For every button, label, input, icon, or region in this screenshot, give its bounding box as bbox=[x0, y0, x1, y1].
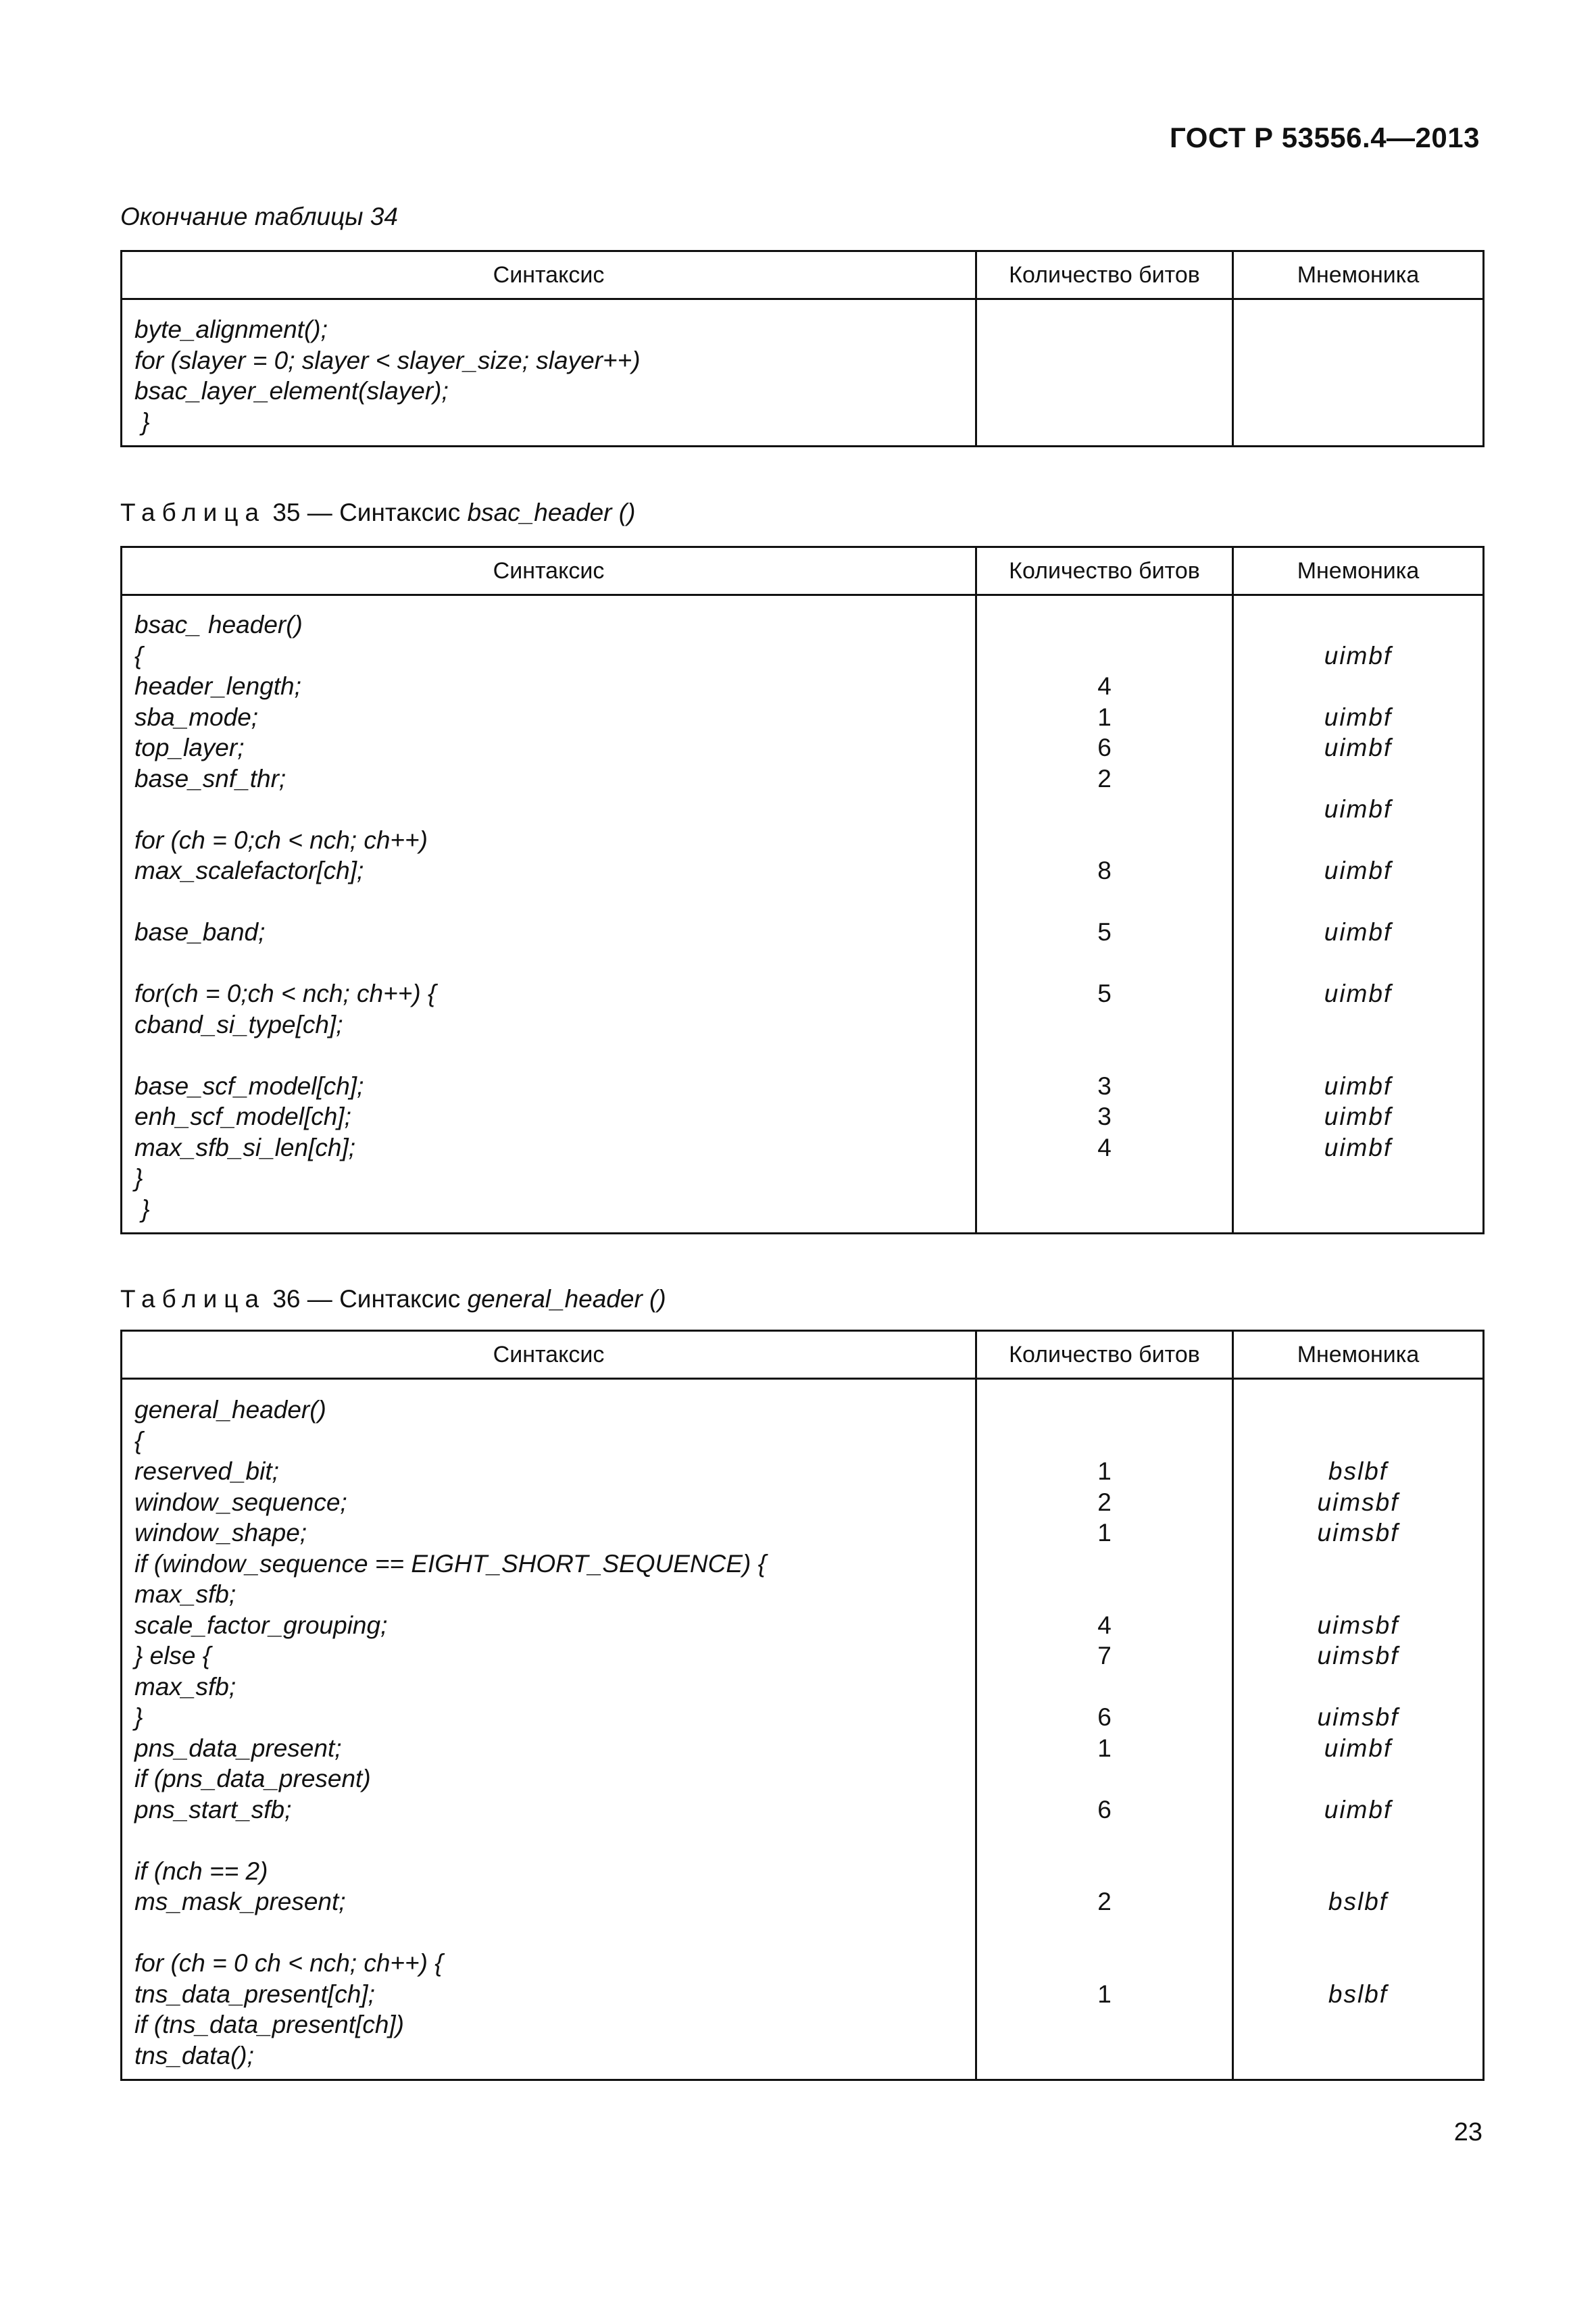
bits-value: 5 bbox=[1097, 980, 1112, 1007]
mnemonic-value: uimbf bbox=[1324, 795, 1393, 823]
bits-cell bbox=[976, 600, 1233, 1234]
mnemonic-value: bslbf bbox=[1328, 1888, 1389, 1915]
syntax-line: pns_start_sfb; bbox=[134, 1795, 292, 1823]
syntax-line: top_layer; bbox=[134, 734, 245, 761]
caption-label: Таблица bbox=[120, 499, 266, 526]
bits-value bbox=[977, 1579, 1232, 1610]
mnemonic-value bbox=[1234, 1194, 1482, 1225]
bits-value: 2 bbox=[1097, 1888, 1112, 1915]
bits-value bbox=[977, 1163, 1232, 1194]
syntax-line: bsac_layer_element(slayer); bbox=[134, 377, 449, 405]
bits-value bbox=[977, 948, 1232, 979]
syntax-line: bsac_ header() bbox=[134, 611, 303, 638]
syntax-cell bbox=[122, 304, 976, 447]
mnemonic-value bbox=[1234, 948, 1482, 979]
bits-value: 1 bbox=[1097, 1980, 1112, 2008]
mnemonic-value bbox=[1234, 2009, 1482, 2040]
syntax-line: { bbox=[134, 1426, 143, 1455]
syntax-line: if (window_sequence == EIGHT_SHORT_SEQUENCE) { bbox=[134, 1549, 766, 1578]
syntax-line: } else { bbox=[134, 1642, 211, 1669]
caption-name: general_header () bbox=[467, 1285, 666, 1313]
mnemonic-value: bslbf bbox=[1328, 1980, 1389, 2008]
syntax-line: max_sfb; bbox=[134, 1672, 236, 1701]
bits-value: 1 bbox=[1097, 1734, 1112, 1762]
mnemonic-value bbox=[1234, 1549, 1482, 1580]
syntax-line: tns_data(); bbox=[134, 2041, 254, 2069]
table-34-caption: Окончание таблицы 34 bbox=[120, 203, 398, 230]
mnemonic-value: uimsbf bbox=[1317, 1611, 1399, 1639]
bits-value bbox=[977, 1763, 1232, 1794]
bits-value bbox=[977, 1394, 1232, 1426]
syntax-line: if (nch == 2) bbox=[134, 1857, 268, 1885]
syntax-line bbox=[122, 1917, 975, 1948]
caption-text: 36 — Синтаксис bbox=[266, 1285, 468, 1313]
bits-value bbox=[977, 886, 1232, 917]
mnemonic-value: uimbf bbox=[1324, 641, 1393, 670]
column-header-syntax: Синтаксис bbox=[122, 547, 976, 595]
syntax-line: reserved_bit; bbox=[134, 1457, 279, 1485]
bits-value bbox=[977, 1825, 1232, 1856]
bits-value bbox=[977, 825, 1232, 856]
bits-value bbox=[977, 314, 1232, 345]
bits-value bbox=[977, 2009, 1232, 2040]
column-header-syntax: Синтаксис bbox=[122, 1331, 976, 1379]
mnemonic-value bbox=[1234, 763, 1482, 795]
column-header-mnemonic: Мнемоника bbox=[1233, 251, 1484, 299]
syntax-line: base_band; bbox=[134, 918, 266, 946]
syntax-cell bbox=[122, 1384, 976, 2080]
bits-value: 4 bbox=[1097, 1611, 1112, 1639]
mnemonic-value bbox=[1234, 2040, 1482, 2071]
mnemonic-value bbox=[1234, 1426, 1482, 1457]
syntax-line: ms_mask_present; bbox=[134, 1888, 346, 1915]
mnemonic-value: uimbf bbox=[1324, 857, 1393, 884]
syntax-line: } bbox=[134, 407, 150, 436]
syntax-line: for (slayer = 0; slayer < slayer_size; slayer++) bbox=[134, 346, 641, 374]
bits-value: 3 bbox=[1097, 1072, 1112, 1100]
mnemonic-value bbox=[1234, 1009, 1482, 1040]
column-header-bits: Количество битов bbox=[976, 251, 1233, 299]
bits-value bbox=[977, 1549, 1232, 1580]
mnemonic-value: uimsbf bbox=[1317, 1488, 1399, 1516]
bits-value bbox=[977, 1948, 1232, 1979]
mnemonic-value bbox=[1234, 1040, 1482, 1071]
mnemonic-value bbox=[1234, 345, 1482, 376]
mnemonic-value: uimbf bbox=[1324, 734, 1393, 761]
bits-value: 5 bbox=[1097, 918, 1112, 946]
bits-value bbox=[977, 407, 1232, 438]
syntax-line: enh_scf_model[ch]; bbox=[134, 1103, 351, 1130]
mnemonic-value bbox=[1234, 1579, 1482, 1610]
bits-value bbox=[977, 345, 1232, 376]
column-header-bits: Количество битов bbox=[976, 547, 1233, 595]
bits-value bbox=[977, 1009, 1232, 1040]
table-36-caption bbox=[120, 1285, 666, 1313]
syntax-line: max_sfb_si_len[ch]; bbox=[134, 1133, 356, 1161]
syntax-line: } bbox=[134, 1194, 150, 1223]
mnemonic-value bbox=[1234, 1763, 1482, 1794]
syntax-line: max_sfb; bbox=[134, 1580, 236, 1608]
syntax-line bbox=[122, 1825, 975, 1856]
mnemonic-value bbox=[1234, 1394, 1482, 1426]
syntax-line: scale_factor_grouping; bbox=[134, 1611, 388, 1639]
syntax-line: { bbox=[134, 641, 143, 670]
bits-cell bbox=[976, 1384, 1233, 2080]
bits-cell bbox=[976, 304, 1233, 447]
mnemonic-value bbox=[1234, 1917, 1482, 1948]
syntax-line bbox=[122, 1040, 975, 1071]
standard-designation: ГОСТ Р 53556.4—2013 bbox=[1170, 122, 1480, 153]
mnemonic-value bbox=[1234, 1825, 1482, 1856]
mnemonic-cell bbox=[1233, 1384, 1484, 2080]
syntax-line: cband_si_type[ch]; bbox=[134, 1010, 343, 1038]
syntax-line: max_scalefactor[ch]; bbox=[134, 857, 364, 884]
column-header-mnemonic: Мнемоника bbox=[1233, 1331, 1484, 1379]
bits-value bbox=[977, 1040, 1232, 1071]
syntax-line: } bbox=[134, 1703, 143, 1731]
bits-value bbox=[977, 609, 1232, 640]
column-header-bits: Количество битов bbox=[976, 1331, 1233, 1379]
syntax-line: for(ch = 0;ch < nch; ch++) { bbox=[134, 980, 437, 1007]
syntax-line: if (tns_data_present[ch]) bbox=[134, 2011, 404, 2038]
mnemonic-cell bbox=[1233, 600, 1484, 1234]
column-header-syntax: Синтаксис bbox=[122, 251, 976, 299]
syntax-line: byte_alignment(); bbox=[134, 316, 328, 343]
mnemonic-value bbox=[1234, 1163, 1482, 1194]
bits-value: 1 bbox=[1097, 703, 1112, 731]
mnemonic-value bbox=[1234, 314, 1482, 345]
syntax-line: if (pns_data_present) bbox=[134, 1765, 371, 1792]
mnemonic-value: uimbf bbox=[1324, 1795, 1393, 1823]
syntax-line: for (ch = 0 ch < nch; ch++) { bbox=[134, 1949, 443, 1977]
mnemonic-value: bslbf bbox=[1328, 1457, 1389, 1485]
mnemonic-value bbox=[1234, 671, 1482, 702]
caption-label: Таблица bbox=[120, 1285, 266, 1313]
mnemonic-value: uimbf bbox=[1324, 918, 1393, 946]
mnemonic-value: uimsbf bbox=[1317, 1519, 1399, 1546]
syntax-line: base_scf_model[ch]; bbox=[134, 1072, 364, 1100]
table-36 bbox=[120, 1330, 1485, 2081]
page-number: 23 bbox=[1453, 2118, 1482, 2146]
bits-value bbox=[977, 1917, 1232, 1948]
syntax-line: base_snf_thr; bbox=[134, 764, 286, 793]
bits-value bbox=[977, 1856, 1232, 1887]
column-header-mnemonic: Мнемоника bbox=[1233, 547, 1484, 595]
syntax-line bbox=[122, 794, 975, 825]
mnemonic-value: uimbf bbox=[1324, 1072, 1393, 1100]
syntax-cell bbox=[122, 600, 976, 1234]
bits-value: 4 bbox=[1097, 672, 1112, 700]
table-34 bbox=[120, 250, 1485, 447]
bits-value: 3 bbox=[1097, 1103, 1112, 1130]
mnemonic-value: uimsbf bbox=[1317, 1642, 1399, 1669]
table-35 bbox=[120, 546, 1485, 1234]
bits-value: 2 bbox=[1097, 764, 1112, 793]
bits-value: 6 bbox=[1097, 1703, 1112, 1731]
mnemonic-value bbox=[1234, 825, 1482, 856]
bits-value: 1 bbox=[1097, 1457, 1112, 1485]
bits-value bbox=[977, 640, 1232, 672]
bits-value bbox=[977, 2040, 1232, 2071]
syntax-line: window_sequence; bbox=[134, 1488, 347, 1516]
bits-value bbox=[977, 1426, 1232, 1457]
mnemonic-value bbox=[1234, 609, 1482, 640]
table-35-caption bbox=[120, 499, 635, 527]
mnemonic-value bbox=[1234, 1948, 1482, 1979]
bits-value: 4 bbox=[1097, 1133, 1112, 1161]
bits-value bbox=[977, 1671, 1232, 1703]
mnemonic-value bbox=[1234, 886, 1482, 917]
caption-name: bsac_header () bbox=[467, 499, 636, 526]
caption-text: 35 — Синтаксис bbox=[266, 499, 468, 526]
mnemonic-value: uimbf bbox=[1324, 1133, 1393, 1161]
mnemonic-value bbox=[1234, 376, 1482, 407]
bits-value: 6 bbox=[1097, 734, 1112, 761]
syntax-line: general_header() bbox=[134, 1396, 326, 1424]
mnemonic-value: uimsbf bbox=[1317, 1703, 1399, 1731]
syntax-line bbox=[122, 948, 975, 979]
mnemonic-value bbox=[1234, 1856, 1482, 1887]
syntax-line: header_length; bbox=[134, 672, 301, 700]
bits-value: 7 bbox=[1097, 1642, 1112, 1669]
syntax-line: tns_data_present[ch]; bbox=[134, 1980, 375, 2008]
syntax-line bbox=[122, 886, 975, 917]
mnemonic-value: uimbf bbox=[1324, 1103, 1393, 1130]
mnemonic-value: uimbf bbox=[1324, 980, 1393, 1007]
bits-value: 1 bbox=[1097, 1519, 1112, 1546]
mnemonic-cell bbox=[1233, 304, 1484, 447]
syntax-line: for (ch = 0;ch < nch; ch++) bbox=[134, 826, 428, 854]
bits-value: 6 bbox=[1097, 1795, 1112, 1823]
mnemonic-value bbox=[1234, 407, 1482, 438]
mnemonic-value: uimbf bbox=[1324, 1734, 1393, 1762]
mnemonic-value: uimbf bbox=[1324, 703, 1393, 731]
mnemonic-value bbox=[1234, 1671, 1482, 1703]
syntax-line: sba_mode; bbox=[134, 703, 259, 731]
bits-value: 2 bbox=[1097, 1488, 1112, 1516]
syntax-line: pns_data_present; bbox=[134, 1734, 342, 1762]
bits-value bbox=[977, 1194, 1232, 1225]
syntax-line: window_shape; bbox=[134, 1519, 307, 1546]
bits-value bbox=[977, 794, 1232, 825]
bits-value: 8 bbox=[1097, 857, 1112, 884]
syntax-line: } bbox=[134, 1164, 143, 1192]
bits-value bbox=[977, 376, 1232, 407]
